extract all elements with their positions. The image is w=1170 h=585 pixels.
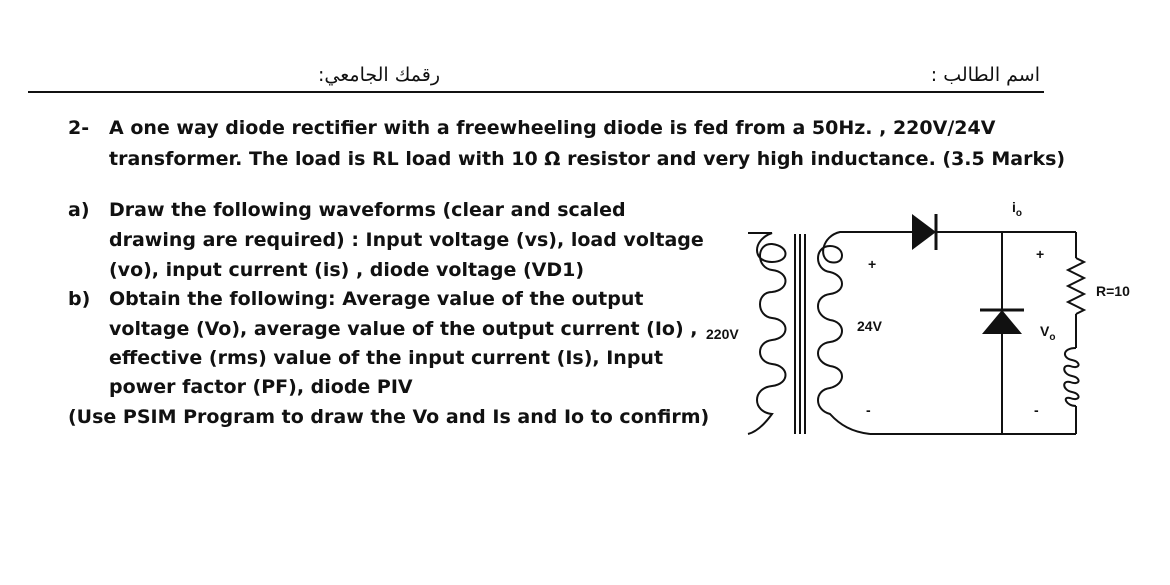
part-a-line-3: (vo), input current (is) , diode voltage (VD1) <box>109 259 585 281</box>
rectifier-diode-icon <box>912 214 936 250</box>
current-label: $i_o$ <box>1012 199 1022 219</box>
question-line-1: A one way diode rectifier with a freewheeling diode is fed from a 50Hz. , 220V/24V <box>109 117 996 139</box>
secondary-voltage-label: 24V <box>857 318 882 334</box>
primary-winding <box>748 233 786 434</box>
load-inductor <box>1064 348 1078 406</box>
part-b-line-2: voltage (Vo), average value of the output current (Io) , <box>109 318 698 340</box>
secondary-minus-sign: - <box>866 402 871 418</box>
output-plus-sign: + <box>1036 246 1045 262</box>
resistor-label: R=10 <box>1096 283 1130 299</box>
load-resistor <box>1068 258 1084 314</box>
secondary-plus-sign: + <box>868 256 877 272</box>
part-b-marker: b) <box>68 288 91 310</box>
part-b-line-4: power factor (PF), diode PIV <box>109 376 413 398</box>
part-a-line-1: Draw the following waveforms (clear and scaled <box>109 199 626 221</box>
part-b-line-1: Obtain the following: Average value of the output <box>109 288 644 310</box>
student-name-label: اسم الطالب : <box>930 64 1040 86</box>
psim-note: (Use PSIM Program to draw the Vo and Is and Io to confirm) <box>68 406 710 428</box>
question-number: 2- <box>68 117 90 139</box>
part-a-marker: a) <box>68 199 90 221</box>
question-line-2: transformer. The load is RL load with 10 Ω resistor and very high inductance. (3.5 Marks) <box>109 148 1066 170</box>
primary-voltage-label: 220V <box>706 326 739 342</box>
part-a-line-2: drawing are required) : Input voltage (vs), load voltage <box>109 229 704 251</box>
part-b-line-3: effective (rms) value of the input current (Is), Input <box>109 347 664 369</box>
university-id-label: رقمك الجامعي: <box>318 64 440 86</box>
freewheeling-diode-icon <box>982 310 1022 334</box>
output-minus-sign: - <box>1034 402 1039 418</box>
output-voltage-label: $V_o$ <box>1040 323 1056 343</box>
